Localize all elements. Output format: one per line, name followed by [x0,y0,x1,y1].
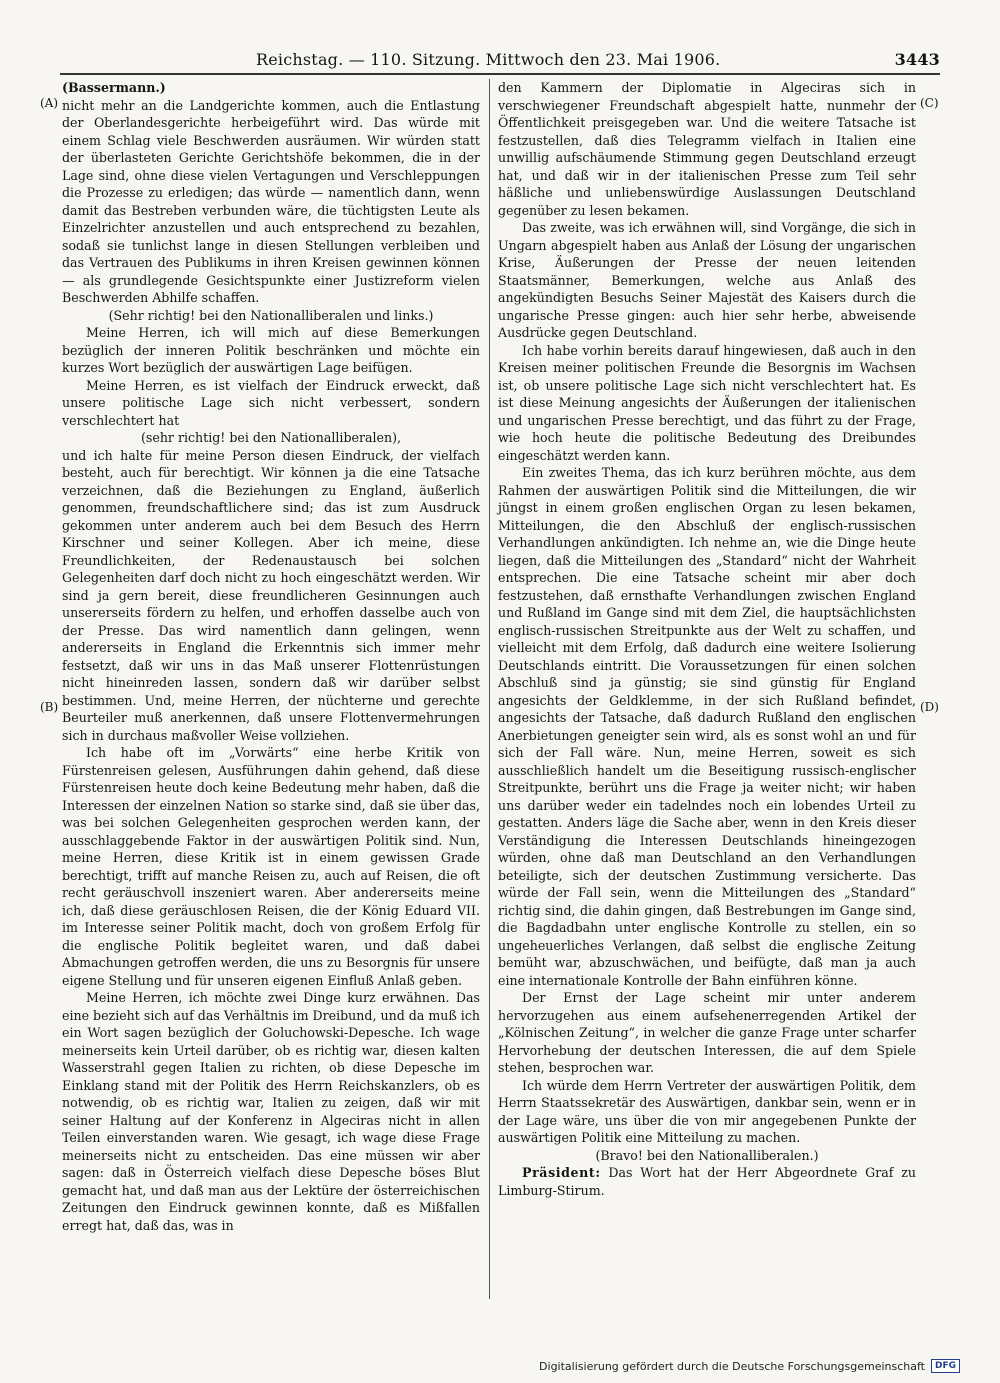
running-title: Reichstag. — 110. Sitzung. Mittwoch den 23. Mai 1906. [256,50,721,69]
dfg-logo-icon: DFG [931,1359,960,1373]
paragraph: Ich würde dem Herrn Vertreter der auswärtigen Politik, dem Herrn Staatssekretär des Auswärtigen, dankbar sein, wenn er in der Lage wäre, uns über die von mir angegebenen Punkte der auswärtigen Politik eine Mitteilung zu machen. [498,1077,916,1145]
paragraph: Das zweite, was ich erwähnen will, sind Vorgänge, die sich in Ungarn abgespielt haben aus Anlaß der Lösung der ungarischen Krise, Äußerungen der Presse der neuen leitenden Staatsmänner, Bemerkungen, welche aus Anlaß des angekündigten Besuchs Seiner Majestät des Kaisers durch die ungarische Presse gingen: auch hier sehr herbe, abweisende Ausdrücke gegen Deutschland. [498,220,916,340]
page-header [60,50,940,72]
page-number: 3443 [894,50,940,69]
digitization-footer [539,1358,960,1374]
interjection: (Sehr richtig! bei den Nationalliberalen und links.) [108,307,434,323]
president-statement [498,1164,916,1199]
header-rule [60,73,940,75]
paragraph: Ein zweites Thema, das ich kurz berühren möchte, aus dem Rahmen der auswärtigen Politik sind die Mitteilungen, die wir jüngst in einem großen englischen Organ zu lesen bekamen, Mitteilungen, die den Abschluß der englisch-russischen Verhandlungen ankündigten. Ich nehme an, wie die Dinge heute liegen, daß die Mitteilungen des „Standard“ nicht der Wahrheit entsprechen. Die eine Tatsache scheint mir aber doch festzustehen, daß ernsthafte Verhandlungen zwischen England und Rußland im Gange sind mit dem Ziel, die hauptsächlichsten englisch-russischen Streitpunkte aus der Welt zu schaffen, und vielleicht mit dem Erfolg, daß dadurch eine weitere Isolierung Deutschlands eintritt. Die Voraussetzungen für einen solchen Abschluß sind ja günstig; sie sind günstig für England angesichts der Geldklemme, in der sich Rußland befindet, angesichts der Tatsache, daß dadurch Rußland den englischen Anerbietungen geneigter sein wird, als es sonst wohl an und für sich der Fall wäre. Nun, meine Herren, soweit es sich ausschließlich handelt um die Beseitigung russisch-englischer Streitpunkte, berührt uns die Frage ja weiter nicht; wir haben uns darüber weder ein tadelndes noch ein lobendes Urteil zu gestatten. Anders läge die Sache aber, wenn in den Kreis dieser Verständigung die Interessen Deutschlands hineingezogen würden, ohne daß man Deutschland an den Verhandlungen beteiligte, sich der deutschen Zustimmung versicherte. Das würde der Fall sein, wenn die Mitteilungen des „Standard“ richtig sind, die dahin gingen, daß Bestrebungen im Gange sind, die Bagdadbahn unter englische Kontrolle zu stellen, ein so ungeheuerliches Verlangen, daß selbst die englische Zeitung bemüht war, abzuschwächen, und beifügte, daß man ja auch eine internationale Kontrolle der Bahn einführen könne. [498,465,916,988]
paragraph: Der Ernst der Lage scheint mir unter anderem hervorzugehen aus einem aufsehenerregenden Artikel der „Kölnischen Zeitung“, in welcher die ganze Frage unter scharfer Hervorhebung der deutschen Interessen, die auf dem Spiele stehen, besprochen war. [498,990,916,1075]
paragraph: nicht mehr an die Landgerichte kommen, auch die Entlastung der Oberlandesgerichte herbeigeführt wird. Das würde mit einem Schlag viele Beschwerden ausräumen. Wir würden statt der überlasteten Gerichte Gerichtshöfe bekommen, die in der Lage sind, ohne diese vielen Vertagungen und Verschleppungen die Prozesse zu erledigen; das würde — namentlich dann, wenn damit das Bestreben verbunden wäre, die tüchtigsten Leute als Einzelrichter anzustellen und auch entsprechend zu bezahlen, sodaß sie tunlichst lange in diesen Stellungen verbleiben und das Vertrauen des Publikums in ihren Kreisen gewinnen können — als grundlegende Gesichtspunkte einer Justizreform vielen Beschwerden Abhilfe schaffen. [62,97,480,305]
paragraph: Ich habe vorhin bereits darauf hingewiesen, daß auch in den Kreisen meiner politischen Freunde die Besorgnis im Wachsen ist, ob unsere politische Lage sich nicht verschlechtert hat. Es ist diese Meinung angesichts der Äußerungen der italienischen und ungarischen Presse berechtigt, und das führt zu der Frage, wie hoch heute die politische Bedeutung des Dreibundes eingeschätzt werden kann. [498,342,916,463]
column-divider [489,79,490,1299]
margin-mark-b: (B) [40,700,59,714]
paragraph: Ich habe oft im „Vorwärts“ eine herbe Kritik von Fürstenreisen gelesen, Ausführungen dahin gehend, daß diese Fürstenreisen heute doch keine Bedeutung mehr haben, daß die Interessen der einzelnen Nation so starke sind, daß sie über das, was bei solchen Gelegenheiten gesprochen werden kann, der ausschlaggebende Faktor in der auswärtigen Politik sind. Nun, meine Herren, diese Kritik ist in einem gewissen Grade berechtigt, trifft auf manche Reisen zu, auch auf Reisen, die oft recht geräuschvoll inszeniert waren. Aber andererseits meine ich, daß diese geräuschlosen Reisen, die der König Eduard VII. im Interesse seiner Politik macht, doch von großem Erfolg für die englische Politik begleitet waren, und daß dabei Abmachungen getroffen werden, die uns zu Besorgnis für unsere eigene Stellung und für unseren eigenen Einfluß Anlaß geben. [62,745,480,988]
paragraph: Meine Herren, es ist vielfach der Eindruck erweckt, daß unsere politische Lage sich nicht verbessert, sondern verschlechtert hat [62,377,480,428]
paragraph: den Kammern der Diplomatie in Algeciras sich in verschwiegener Freundschaft abgespielt hatte, nunmehr der Öffentlichkeit preisgegeben war. Und die weitere Tatsache ist festzustellen, daß dies Telegramm vielfach in Italien eine unwillig aufschäumende Stimmung gegen Deutschland erzeugt hat, und daß wir in der italienischen Presse zum Teil sehr häßliche und unliebenswürdige Auslassungen Deutschland gegenüber zu lesen bekamen. [498,80,916,218]
paragraph: Meine Herren, ich möchte zwei Dinge kurz erwähnen. Das eine bezieht sich auf das Verhältnis im Dreibund, und da muß ich ein Wort sagen bezüglich der Goluchowski-Depesche. Ich wage meinerseits kein Urteil darüber, ob es richtig war, diesen kalten Wasserstrahl gegen Italien zu richten, ob diese Depesche im Einklang stand mit der Politik des Herrn Reichskanzlers, ob es notwendig, ob es richtig war, Italien zu zeigen, daß wir mit seiner Haltung auf der Konferenz in Algeciras nicht in allen Teilen einverstanden waren. Wie gesagt, ich wage diese Frage meinerseits nicht zu entscheiden. Das eine müssen wir aber sagen: daß in Österreich vielfach diese Depesche böses Blut gemacht hat, und daß man aus der Lektüre der österreichischen Zeitungen den Eindruck gewinnen konnte, daß es Mißfallen erregt hat, daß das, was in [62,990,480,1233]
left-column [62,79,480,1234]
footer-text: Digitalisierung gefördert durch die Deutsche Forschungsgemeinschaft [539,1359,925,1373]
right-column [498,79,916,1199]
president-text: Das Wort hat der Herr Abgeordnete Graf zu Limburg-Stirum. [498,1165,916,1198]
interjection: (Bravo! bei den Nationalliberalen.) [595,1147,819,1163]
margin-mark-d: (D) [920,700,939,714]
paragraph: und ich halte für meine Person diesen Eindruck, der vielfach besteht, auch für berechtigt. Wir können ja die eine Tatsache verzeichnen, daß die Beziehungen zu England, äußerlich genommen, freundschaftlichere sind; das ist zum Ausdruck gekommen unter anderem auch bei dem Besuch des Herrn Kirschner und seiner Kollegen. Aber ich meine, diese Freundlichkeiten, der Redenaustausch bei solchen Gelegenheiten darf doch nicht zu hoch eingeschätzt werden. Wir sind ja gern bereit, diese freundlicheren Gesinnungen auch unsererseits fördern zu helfen, und erhoffen dasselbe auch von der Presse. Das wird namentlich dann gelingen, wenn andererseits in England die Erkenntnis sich immer mehr festsetzt, daß wir uns in das Maß unserer Flottenrüstungen nicht hineinreden lassen, sondern daß wir darüber selbst bestimmen. Und, meine Herren, der nüchterne und gerechte Beurteiler muß anerkennen, daß unsere Flottenvermehrungen sich in durchaus maßvoller Weise vollziehen. [62,447,480,743]
margin-mark-a: (A) [40,96,59,110]
interjection: (sehr richtig! bei den Nationalliberalen), [140,430,402,445]
speaker-heading: (Bassermann.) [62,80,166,95]
margin-mark-c: (C) [920,96,939,110]
paragraph: Meine Herren, ich will mich auf diese Bemerkungen bezüglich der inneren Politik beschränken und möchte ein kurzes Wort bezüglich der auswärtigen Lage beifügen. [62,325,480,375]
president-label: Präsident: [522,1165,601,1180]
